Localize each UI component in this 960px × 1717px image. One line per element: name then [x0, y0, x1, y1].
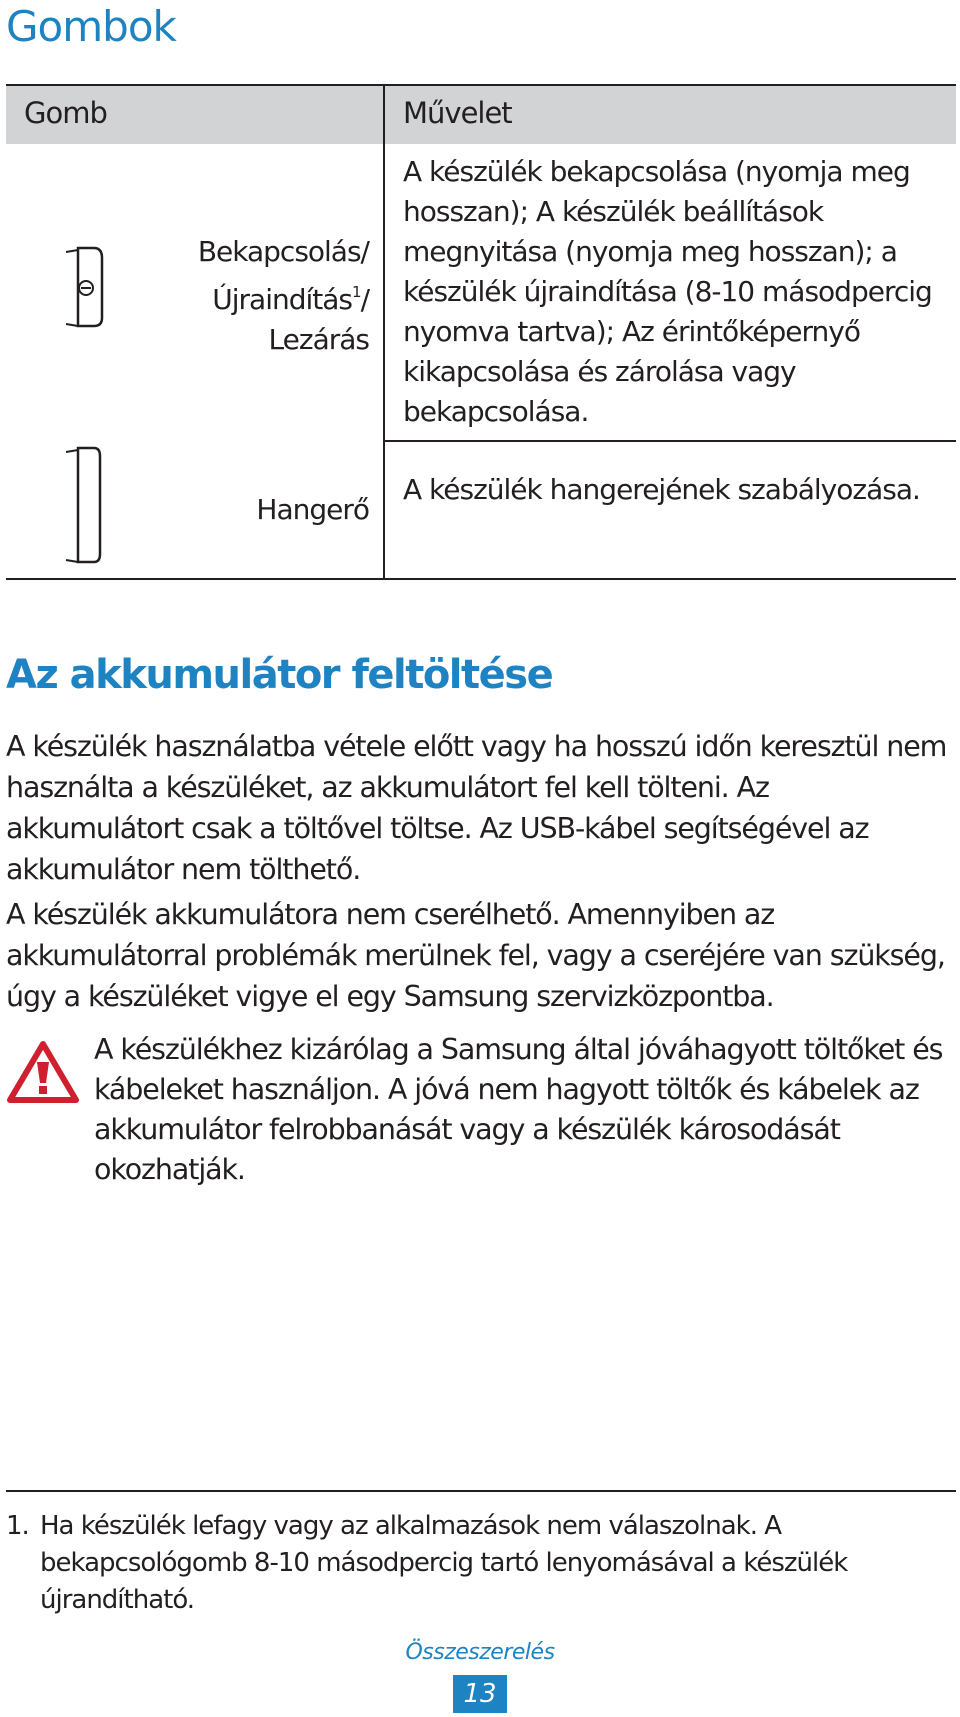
footnote-rule	[6, 1490, 956, 1492]
button-action-power: A készülék bekapcsolása (nyomja meg hosszan); A készülék beállítások megnyitása (nyomja meg hosszan); a készülék újraindítása (8-10 másodpercig nyomva tartva); Az érintőképernyő kikapcsolása és zárolása vagy bekapcsolása.	[403, 155, 932, 428]
button-name-volume: Hangerő	[256, 493, 369, 526]
footnote-text: Ha készülék lefagy vagy az alkalmazások nem válaszolnak. A bekapcsológomb 8-10 másodpercig tartó lenyomásával a készülék újrandítható.	[40, 1511, 848, 1615]
column-header-action: Művelet	[403, 96, 512, 130]
footnote-number: 1.	[6, 1511, 29, 1541]
section-heading: Az akkumulátor feltöltése	[6, 652, 553, 698]
warning-text: A készülékhez kizárólag a Samsung által jóváhagyott töltőket és kábeleket használjon. A jóvá nem hagyott töltők és kábelek az akkumulátor felrobbanását vagy a készülék károsodását okozhatják.	[94, 1033, 943, 1186]
button-action-volume: A készülék hangerejének szabályozása.	[403, 473, 920, 506]
table-header	[6, 84, 956, 144]
page-title: Gombok	[6, 2, 176, 51]
row-divider	[383, 440, 956, 442]
power-side-key-icon	[64, 246, 108, 330]
column-header-button: Gomb	[24, 96, 107, 130]
paragraph-battery: A készülék akkumulátora nem cserélhető. Amennyiben az akkumulátorral problémák merülnek fel, vagy a cseréjére van szükség, úgy a készüléket vigye el egy Samsung szervizközpontba.	[6, 898, 945, 1013]
page-number: 13	[453, 1675, 507, 1713]
volume-side-key-icon	[64, 444, 108, 566]
table-bottom-rule	[6, 578, 956, 580]
paragraph-charging: A készülék használatba vétele előtt vagy ha hosszú időn keresztül nem használta a készüléket, az akkumulátort fel kell tölteni. Az akkumulátort csak a töltővel töltse. Az USB-kábel segítségével az akkumulátor nem tölthető.	[6, 730, 947, 886]
footer-section-name: Összeszerelés	[405, 1640, 555, 1665]
column-divider	[383, 84, 385, 580]
warning-triangle-icon	[6, 1040, 80, 1104]
button-name-power: Bekapcsolás/ Újraindítás$^1$/ Lezárás	[197, 235, 369, 356]
